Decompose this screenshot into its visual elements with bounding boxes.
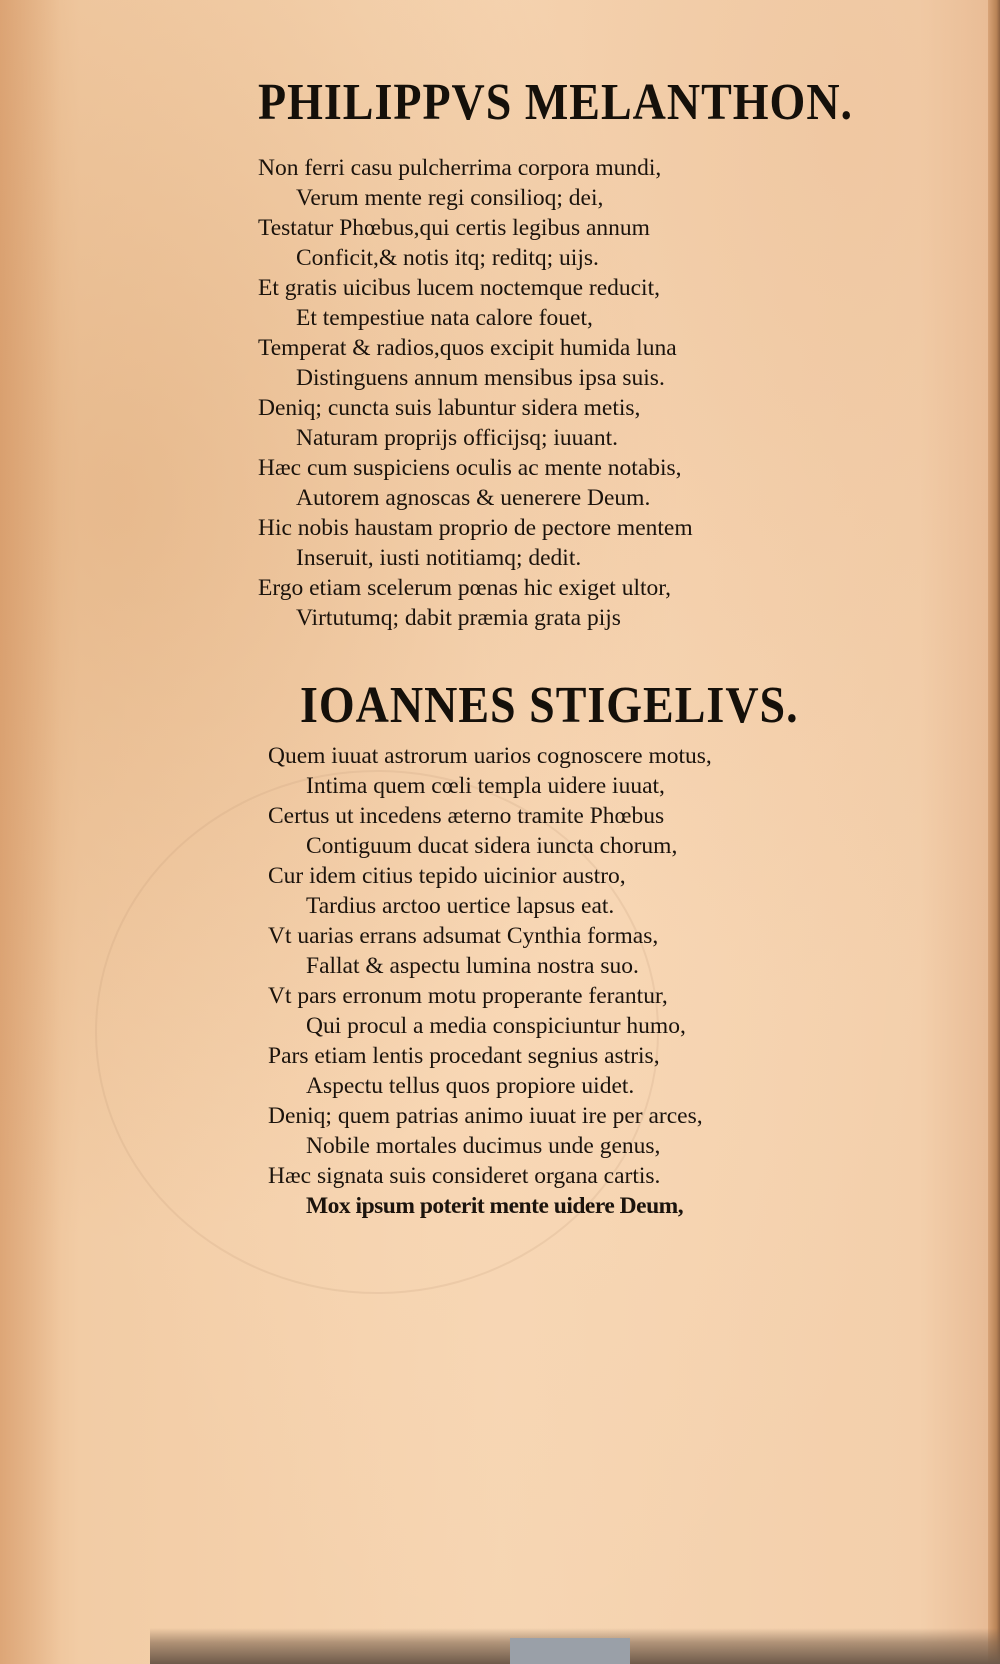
verse-line: Aspectu tellus quos propiore uidet.: [306, 1073, 635, 1099]
verse-line: Virtutumq; dabit præmia grata pijs: [296, 605, 621, 631]
verse-line: Ergo etiam scelerum pœnas hic exiget ultor,: [258, 575, 672, 601]
verse-line: Non ferri casu pulcherrima corpora mundi,: [258, 155, 662, 181]
verse-line: Fallat & aspectu lumina nostra suo.: [306, 953, 639, 979]
verse-line: Deniq; quem patrias animo iuuat ire per arces,: [268, 1103, 703, 1129]
verse-line: Hæc cum suspiciens oculis ac mente notabis,: [258, 455, 682, 481]
verse-line: Tardius arctoo uertice lapsus eat.: [306, 893, 615, 919]
verse-line: Inseruit, iusti notitiamq; dedit.: [296, 545, 582, 571]
binding-strip: [150, 1628, 1000, 1664]
verse-line: Qui procul a media conspiciuntur humo,: [306, 1013, 686, 1039]
verse-line: Deniq; cuncta suis labuntur sidera metis,: [258, 395, 641, 421]
verse-line: Hic nobis haustam proprio de pectore mentem: [258, 515, 693, 541]
verse-line: Nobile mortales ducimus unde genus,: [306, 1133, 661, 1159]
verse-line: Testatur Phœbus,qui certis legibus annum: [258, 215, 650, 241]
verse-line: Verum mente regi consilioq; dei,: [296, 185, 604, 211]
verse-line: Cur idem citius tepido uicinior austro,: [268, 863, 626, 889]
verse-line: Et tempestiue nata calore fouet,: [296, 305, 593, 331]
verse-line: Certus ut incedens æterno tramite Phœbus: [268, 803, 665, 829]
verse-line: Et gratis uicibus lucem noctemque reducit,: [258, 275, 660, 301]
left-edge-shadow: [0, 0, 60, 1664]
verse-line: Naturam proprijs officijsq; iuuant.: [296, 425, 618, 451]
verse-line: Vt uarias errans adsumat Cynthia formas,: [268, 923, 659, 949]
verse-line: Mox ipsum poterit mente uidere Deum,: [306, 1193, 684, 1219]
verse-line: Intima quem cœli templa uidere iuuat,: [306, 773, 665, 799]
heading-philippus-melanthon: PHILIPPVS MELANTHON.: [258, 73, 854, 131]
binding-gap: [510, 1638, 630, 1664]
verse-line: Conficit,& notis itq; reditq; uijs.: [296, 245, 599, 271]
verse-line: Vt pars erronum motu properante ferantur,: [268, 983, 668, 1009]
verse-line: Quem iuuat astrorum uarios cognoscere motus,: [268, 743, 712, 769]
verse-line: Temperat & radios,quos excipit humida luna: [258, 335, 677, 361]
verse-line: Autorem agnoscas & uenerere Deum.: [296, 485, 651, 511]
verse-line: Distinguens annum mensibus ipsa suis.: [296, 365, 665, 391]
verse-line: Hæc signata suis consideret organa cartis.: [268, 1163, 661, 1189]
page-right-edge: [988, 0, 1000, 1664]
verse-line: Pars etiam lentis procedant segnius astris,: [268, 1043, 660, 1069]
heading-ioannes-stigelius: IOANNES STIGELIVS.: [300, 676, 799, 734]
verse-line: Contiguum ducat sidera iuncta chorum,: [306, 833, 678, 859]
